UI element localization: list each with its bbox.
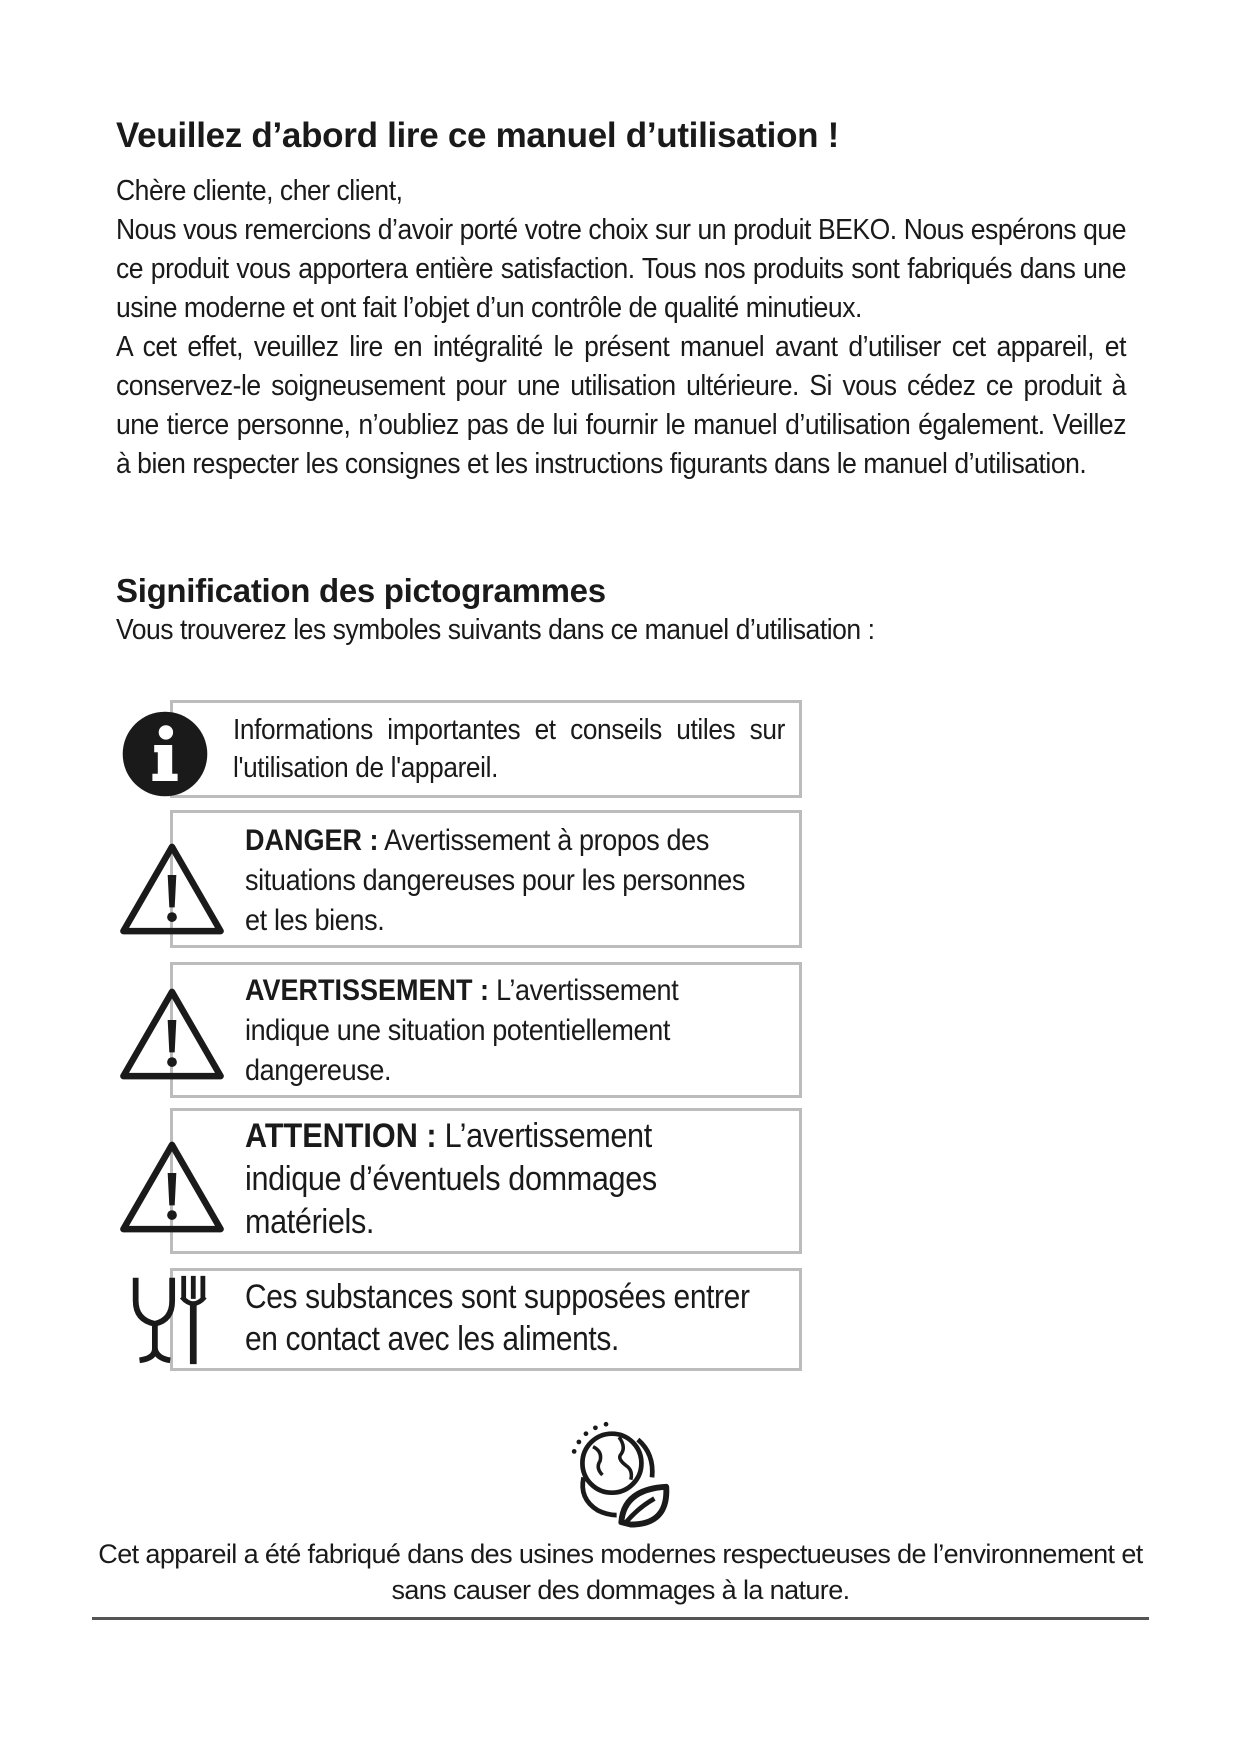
danger-label: DANGER : (245, 824, 379, 857)
eco-globe-leaf-icon (560, 1416, 678, 1534)
caution-description: L’avertissement indique d’éventuels dommages matériels. (245, 1117, 657, 1241)
pictograms-subtitle: Vous trouverez les symboles suivants dans ce manuel d’utilisation : (116, 614, 875, 646)
warning-box (170, 962, 802, 1098)
page-title: Veuillez d’abord lire ce manuel d’utilisation ! (116, 116, 840, 155)
warning-text (245, 971, 754, 1091)
greeting: Chère cliente, cher client, (116, 175, 403, 207)
footer-divider (92, 1617, 1149, 1620)
pictograms-title: Signification des pictogrammes (116, 572, 606, 609)
warning-triangle-icon (118, 840, 226, 938)
intro-text (116, 172, 1126, 484)
info-icon (120, 709, 210, 799)
warning-triangle-icon (118, 985, 226, 1083)
warning-triangle-icon (118, 1138, 226, 1236)
intro-paragraph-1: Nous vous remercions d’avoir porté votre choix sur un produit BEKO. Nous espérons que ce produit vous apportera entière satisfaction. Tous nos produits sont fabriqués dans une usine moderne et ont fait l’objet d’un contrôle de qualité minutieux. (116, 214, 1126, 324)
caution-label: ATTENTION : (245, 1117, 437, 1155)
food-contact-text: Ces substances sont supposées entrer en contact avec les aliments. (245, 1278, 750, 1358)
danger-description: Avertissement à propos des situations dangereuses pour les personnes et les biens. (245, 824, 746, 937)
food-contact-box (170, 1268, 802, 1371)
caution-box (170, 1108, 802, 1254)
footer-text: Cet appareil a été fabriqué dans des usines modernes respectueuses de l’environnement et sans causer des dommages à la nature. (98, 1539, 1143, 1605)
info-box (170, 700, 802, 798)
danger-box (170, 810, 802, 948)
danger-text (245, 821, 749, 941)
info-text: Informations importantes et conseils utiles sur l'utilisation de l'appareil. (233, 714, 785, 784)
caution-text (245, 1115, 713, 1244)
warning-label: AVERTISSEMENT : (245, 974, 490, 1007)
intro-paragraph-2: A cet effet, veuillez lire en intégralité le présent manuel avant d’utiliser cet appareil, et conservez-le soigneusement pour une utilisation ultérieure. Si vous cédez ce produit à une tierce personne, n’oubliez pas de lui fournir le manuel d’utilisation également. Veillez à bien respecter les consignes et les instructions figurants dans le manuel d’utilisation. (116, 331, 1126, 480)
warning-description: L’avertissement indique une situation potentiellement dangereuse. (245, 974, 679, 1087)
food-contact-icon (128, 1272, 224, 1368)
